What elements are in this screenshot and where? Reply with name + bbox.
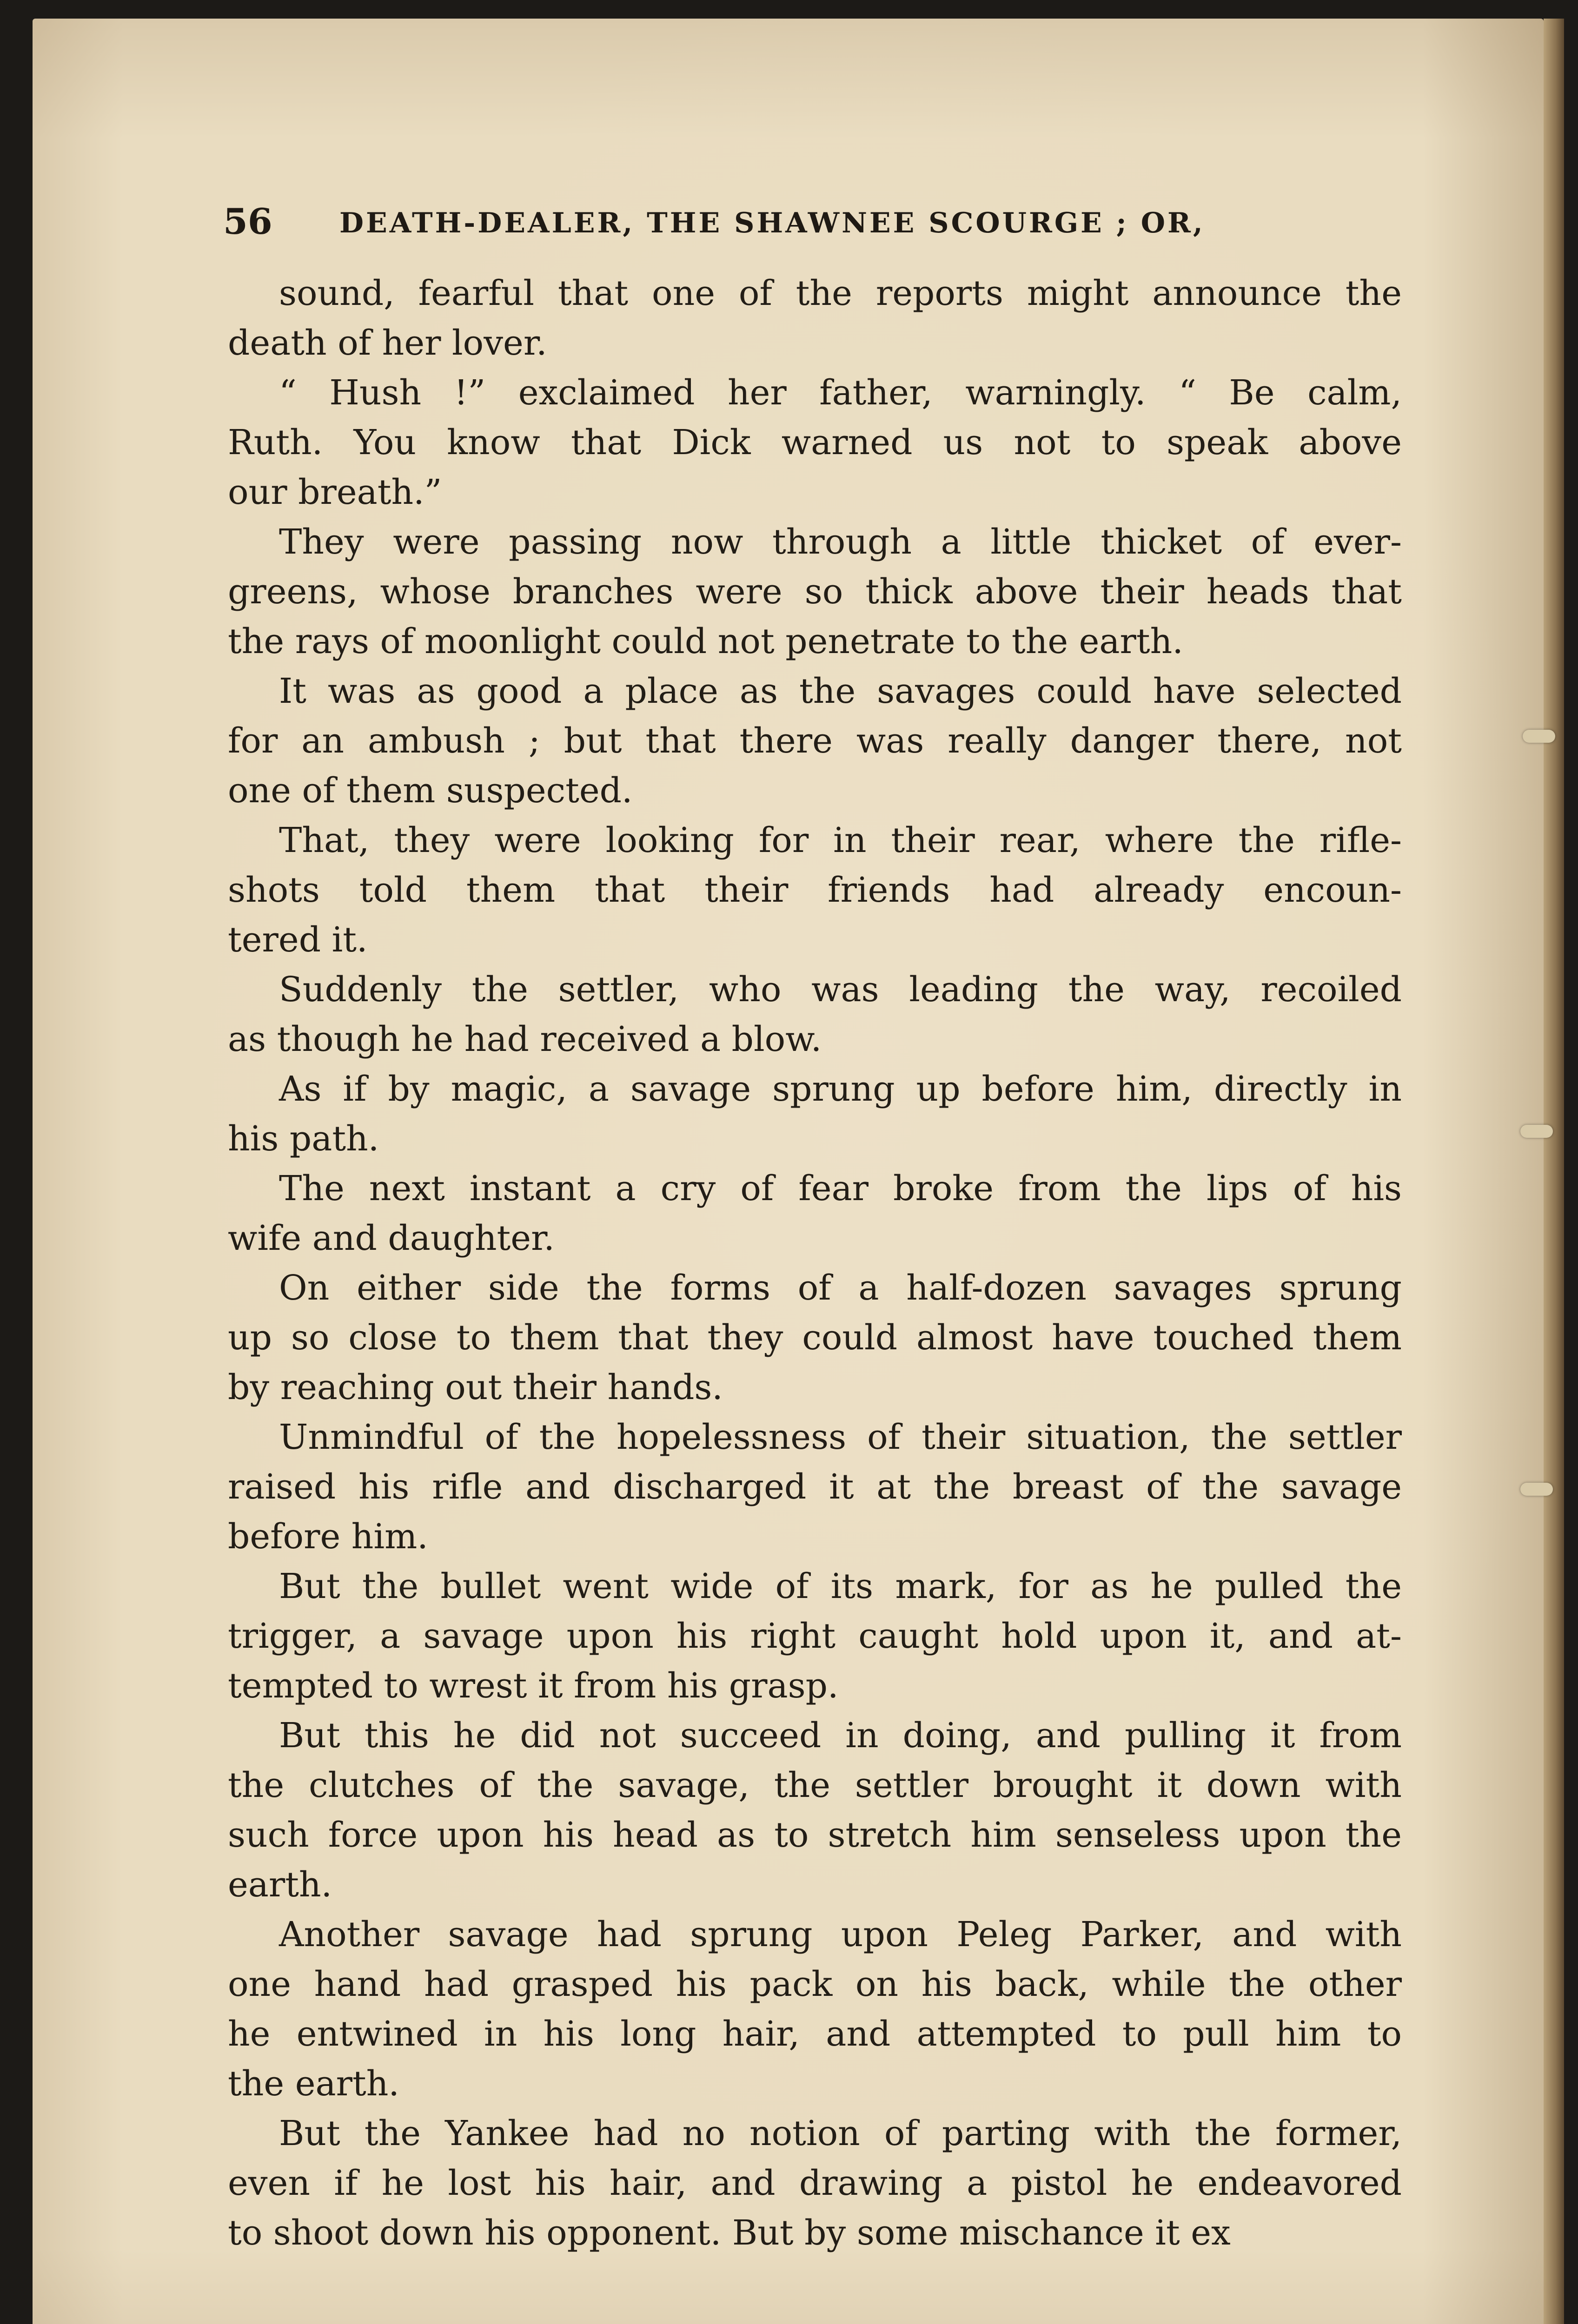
text-line: for an ambush ; but that there was really danger there, not — [228, 721, 1402, 761]
paragraph — [228, 1413, 1402, 1562]
text-line: greens, whose branches were so thick above their heads that — [228, 572, 1402, 612]
text-line: Ruth. You know that Dick warned us not to speak above — [228, 423, 1402, 462]
text-line: It was as good a place as the savages could have selected — [279, 671, 1402, 711]
paragraph — [228, 1562, 1402, 1711]
text-line: wife and daughter. — [228, 1218, 555, 1258]
text-line: the rays of moonlight could not penetrate to the earth. — [228, 621, 1183, 661]
text-line: But the Yankee had no notion of parting with the former, — [279, 2113, 1402, 2153]
book-spine — [1544, 19, 1564, 2324]
text-line: one hand had grasped his pack on his back, while the other — [228, 1964, 1402, 2004]
text-line: by reaching out their hands. — [228, 1367, 723, 1407]
paragraph — [228, 667, 1402, 816]
text-line: the clutches of the savage, the settler brought it down with — [228, 1765, 1402, 1805]
text-line: even if he lost his hair, and drawing a pistol he endeavored — [228, 2163, 1402, 2203]
text-line: trigger, a savage upon his right caught hold upon it, and at- — [228, 1616, 1402, 1656]
paragraph — [228, 2109, 1402, 2258]
text-line: tempted to wrest it from his grasp. — [228, 1666, 839, 1706]
running-head: DEATH-DEALER, THE SHAWNEE SCOURGE ; OR, — [339, 207, 1205, 239]
text-line: The next instant a cry of fear broke from the lips of his — [279, 1169, 1402, 1208]
text-line: As if by magic, a savage sprung up before him, directly in — [279, 1069, 1402, 1109]
text-line: Unmindful of the hopelessness of their situation, the settler — [279, 1417, 1402, 1457]
text-line: That, they were looking for in their rear, where the rifle- — [279, 820, 1402, 860]
text-line: as though he had received a blow. — [228, 1019, 822, 1059]
text-line: before him. — [228, 1517, 428, 1557]
text-line: he entwined in his long hair, and attempted to pull him to — [228, 2014, 1402, 2054]
paragraph — [228, 368, 1402, 517]
page-number: 56 — [223, 201, 272, 242]
text-line: death of her lover. — [228, 323, 547, 363]
text-line: tered it. — [228, 920, 368, 960]
text-line: his path. — [228, 1119, 379, 1159]
paragraph — [228, 1263, 1402, 1413]
text-line: Another savage had sprung upon Peleg Parker, and with — [279, 1915, 1402, 1954]
text-line: sound, fearful that one of the reports might announce the — [279, 273, 1402, 313]
paragraph — [228, 1910, 1402, 2109]
text-line: earth. — [228, 1865, 332, 1905]
binding-thread-top — [1523, 730, 1555, 743]
paragraph — [228, 1711, 1402, 1910]
text-line: up so close to them that they could almost have touched them — [228, 1318, 1402, 1358]
text-line: On either side the forms of a half-dozen savages sprung — [279, 1268, 1402, 1308]
page-header — [223, 201, 1441, 243]
text-line: They were passing now through a little thicket of ever- — [279, 522, 1402, 562]
paragraph — [228, 1164, 1402, 1263]
body-text — [228, 269, 1402, 2258]
paragraph — [228, 517, 1402, 667]
binding-thread-bottom — [1520, 1483, 1553, 1496]
paragraph — [228, 269, 1402, 368]
paragraph — [228, 816, 1402, 965]
paragraph — [228, 1064, 1402, 1164]
text-line: our breath.” — [228, 472, 442, 512]
text-line: raised his rifle and discharged it at the breast of the savage — [228, 1467, 1402, 1507]
text-line: “ Hush !” exclaimed her father, warningly. “ Be calm, — [279, 373, 1402, 413]
text-line: But the bullet went wide of its mark, for as he pulled the — [279, 1566, 1402, 1606]
text-line: But this he did not succeed in doing, and pulling it from — [279, 1716, 1402, 1756]
paragraph — [228, 965, 1402, 1064]
text-line: the earth. — [228, 2064, 399, 2104]
text-line: one of them suspected. — [228, 771, 633, 811]
text-line: shots told them that their friends had already encoun- — [228, 870, 1402, 910]
text-line: such force upon his head as to stretch him senseless upon the — [228, 1815, 1402, 1855]
text-line: to shoot down his opponent. But by some mischance it ex — [228, 2213, 1231, 2253]
binding-thread-middle — [1520, 1125, 1553, 1138]
text-line: Suddenly the settler, who was leading the way, recoiled — [279, 970, 1402, 1010]
